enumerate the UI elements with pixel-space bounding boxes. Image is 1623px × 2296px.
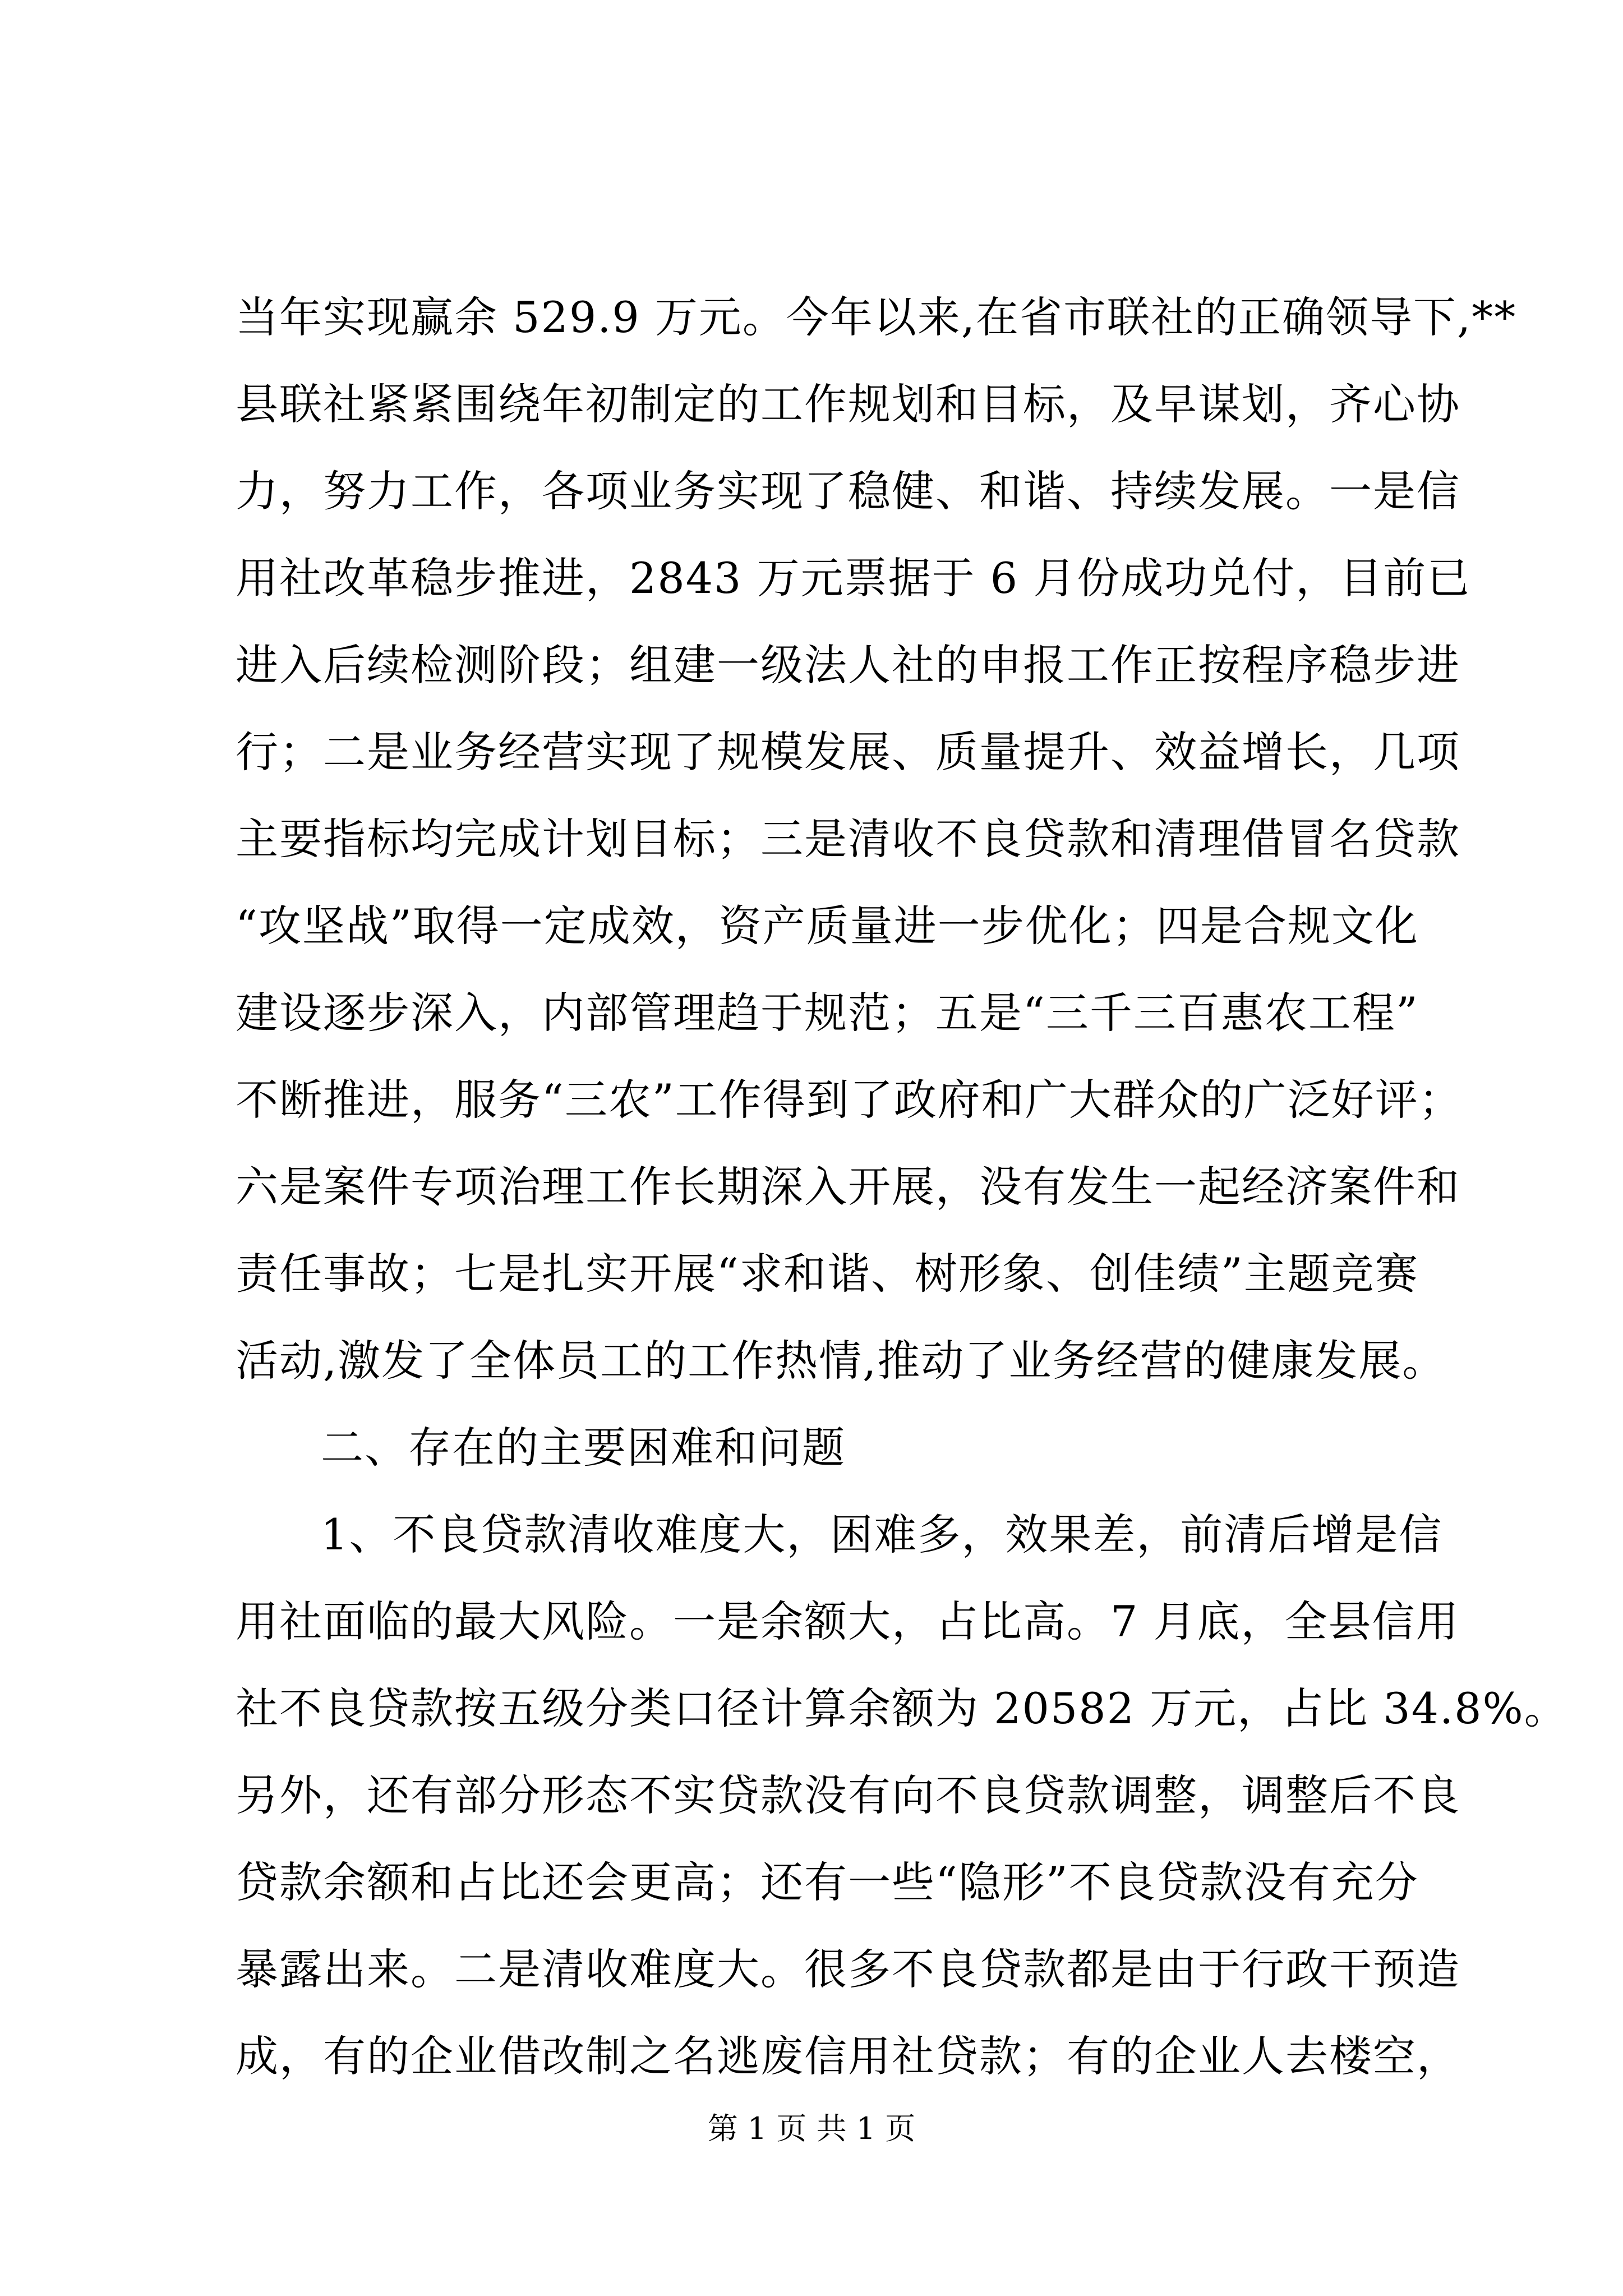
text-line: 贷款余额和占比还会更高；还有一些“隐形”不良贷款没有充分	[236, 1857, 1419, 1907]
text-line: “攻坚战”取得一定成效，资产质量进一步优化；四是合规文化	[236, 901, 1419, 951]
text-line: 用社改革稳步推进，2843 万元票据于 6 月份成功兑付，目前已	[236, 553, 1471, 603]
text-line: 暴露出来。二是清收难度大。很多不良贷款都是由于行政干预造	[236, 1944, 1460, 1994]
text-line: 当年实现赢余 529.9 万元。今年以来,在省市联社的正确领导下,**	[236, 292, 1517, 342]
text-line: 另外，还有部分形态不实贷款没有向不良贷款调整，调整后不良	[236, 1770, 1460, 1820]
text-line: 活动,激发了全体员工的工作热情,推动了业务经营的健康发展。	[236, 1336, 1446, 1386]
text-line: 社不良贷款按五级分类口径计算余额为 20582 万元，占比 34.8%。	[236, 1683, 1568, 1733]
text-line: 建设逐步深入，内部管理趋于规范；五是“三千三百惠农工程”	[236, 988, 1419, 1038]
text-line: 用社面临的最大风险。一是余额大，占比高。7 月底，全县信用	[236, 1596, 1460, 1646]
page-footer: 第 1 页 共 1 页	[707, 2111, 916, 2146]
text-line: 不断推进，服务“三农”工作得到了政府和广大群众的广泛好评；	[236, 1075, 1463, 1125]
text-line: 进入后续检测阶段；组建一级法人社的申报工作正按程序稳步进	[236, 640, 1460, 690]
document-body	[236, 274, 1568, 2100]
text-line: 行；二是业务经营实现了规模发展、质量提升、效益增长，几项	[236, 727, 1460, 777]
text-line: 责任事故；七是扎实开展“求和谐、树形象、创佳绩”主题竞赛	[236, 1249, 1419, 1299]
text-line: 力，努力工作，各项业务实现了稳健、和谐、持续发展。一是信	[236, 466, 1460, 516]
text-line: 六是案件专项治理工作长期深入开展，没有发生一起经济案件和	[236, 1162, 1460, 1212]
section-heading: 二、存在的主要困难和问题	[321, 1423, 846, 1473]
text-line: 成，有的企业借改制之名逃废信用社贷款；有的企业人去楼空，	[236, 2031, 1460, 2081]
text-line: 县联社紧紧围绕年初制定的工作规划和目标，及早谋划，齐心协	[236, 379, 1460, 429]
text-line: 1、不良贷款清收难度大，困难多，效果差，前清后增是信	[321, 1510, 1443, 1559]
text-line: 主要指标均完成计划目标；三是清收不良贷款和清理借冒名贷款	[236, 814, 1460, 864]
